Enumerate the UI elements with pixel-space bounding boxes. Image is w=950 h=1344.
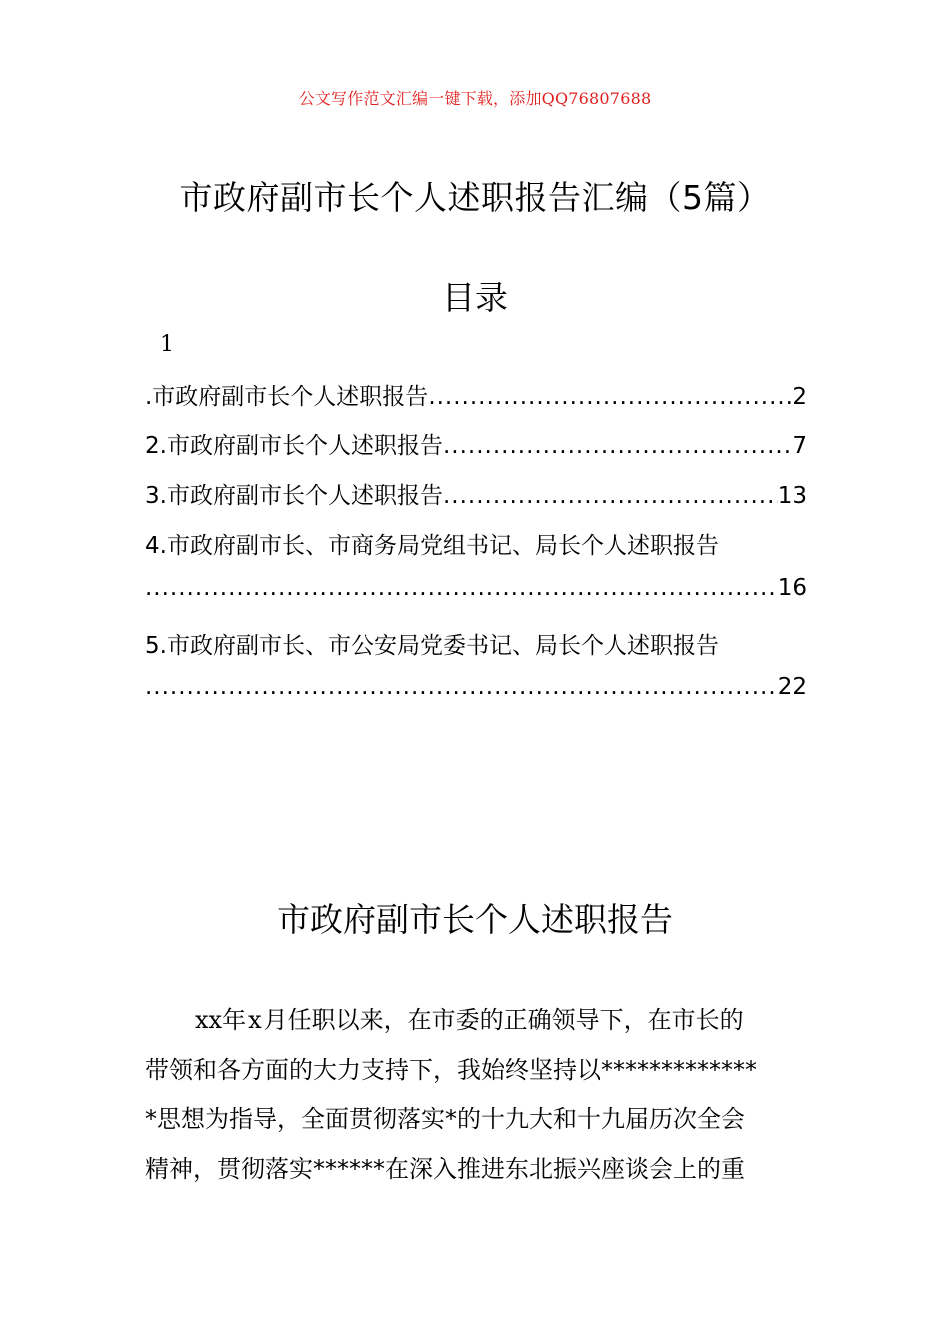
document-title: 市政府副市长个人述职报告汇编（5篇） xyxy=(179,178,771,217)
toc-entry-2[interactable] xyxy=(145,427,807,461)
body-text-fragment: x xyxy=(248,1006,262,1034)
toc-entry-page: 16 xyxy=(777,575,807,601)
toc-entry-label: 3.市政府副市长个人述职报告 xyxy=(145,483,443,509)
toc-first-number: 1 xyxy=(160,332,174,357)
toc-entry-page: 2 xyxy=(792,384,807,410)
toc-entry-label: 4.市政府副市长、市商务局党组书记、局长个人述职报告 xyxy=(145,533,719,559)
toc-entry-4[interactable] xyxy=(145,527,807,561)
toc-dot-leader xyxy=(145,674,778,700)
toc-entry-1[interactable] xyxy=(145,378,807,412)
toc-entry-page: 22 xyxy=(777,674,807,700)
toc-entry-4-continuation[interactable] xyxy=(145,575,807,609)
toc-entry-label: .市政府副市长个人述职报告 xyxy=(145,384,429,410)
toc-entry-label: 2.市政府副市长个人述职报告 xyxy=(145,433,443,459)
toc-entry-page: 7 xyxy=(792,433,807,459)
toc-dot-leader xyxy=(443,433,792,459)
toc-entry-label: 5.市政府副市长、市公安局党委书记、局长个人述职报告 xyxy=(145,633,719,659)
header-download-note: 公文写作范文汇编一键下载，添加QQ76807688 xyxy=(298,89,652,108)
toc-entry-page: 13 xyxy=(777,483,807,509)
toc-entry-5-continuation[interactable] xyxy=(145,674,807,708)
toc-entry-5[interactable] xyxy=(145,627,807,661)
body-line-4: 精神，贯彻落实******在深入推进东北振兴座谈会上的重 xyxy=(145,1155,745,1183)
body-text-fragment: 月任职以来，在市委的正确领导下，在市长的 xyxy=(263,1006,744,1034)
toc-dot-leader xyxy=(145,575,778,601)
body-text-fragment: 年 xyxy=(222,1006,247,1034)
toc-dot-leader xyxy=(428,384,792,410)
toc-entry-3[interactable] xyxy=(145,477,807,511)
toc-heading: 目录 xyxy=(442,278,508,317)
toc-dot-leader xyxy=(443,483,778,509)
body-line-2: 带领和各方面的大力支持下，我始终坚持以************* xyxy=(145,1056,757,1084)
body-line-3: *思想为指导，全面贯彻落实*的十九大和十九届历次全会 xyxy=(145,1105,745,1133)
section-title: 市政府副市长个人述职报告 xyxy=(277,900,673,939)
body-line-1 xyxy=(145,1000,807,1036)
body-text-fragment: xx xyxy=(195,1006,223,1034)
